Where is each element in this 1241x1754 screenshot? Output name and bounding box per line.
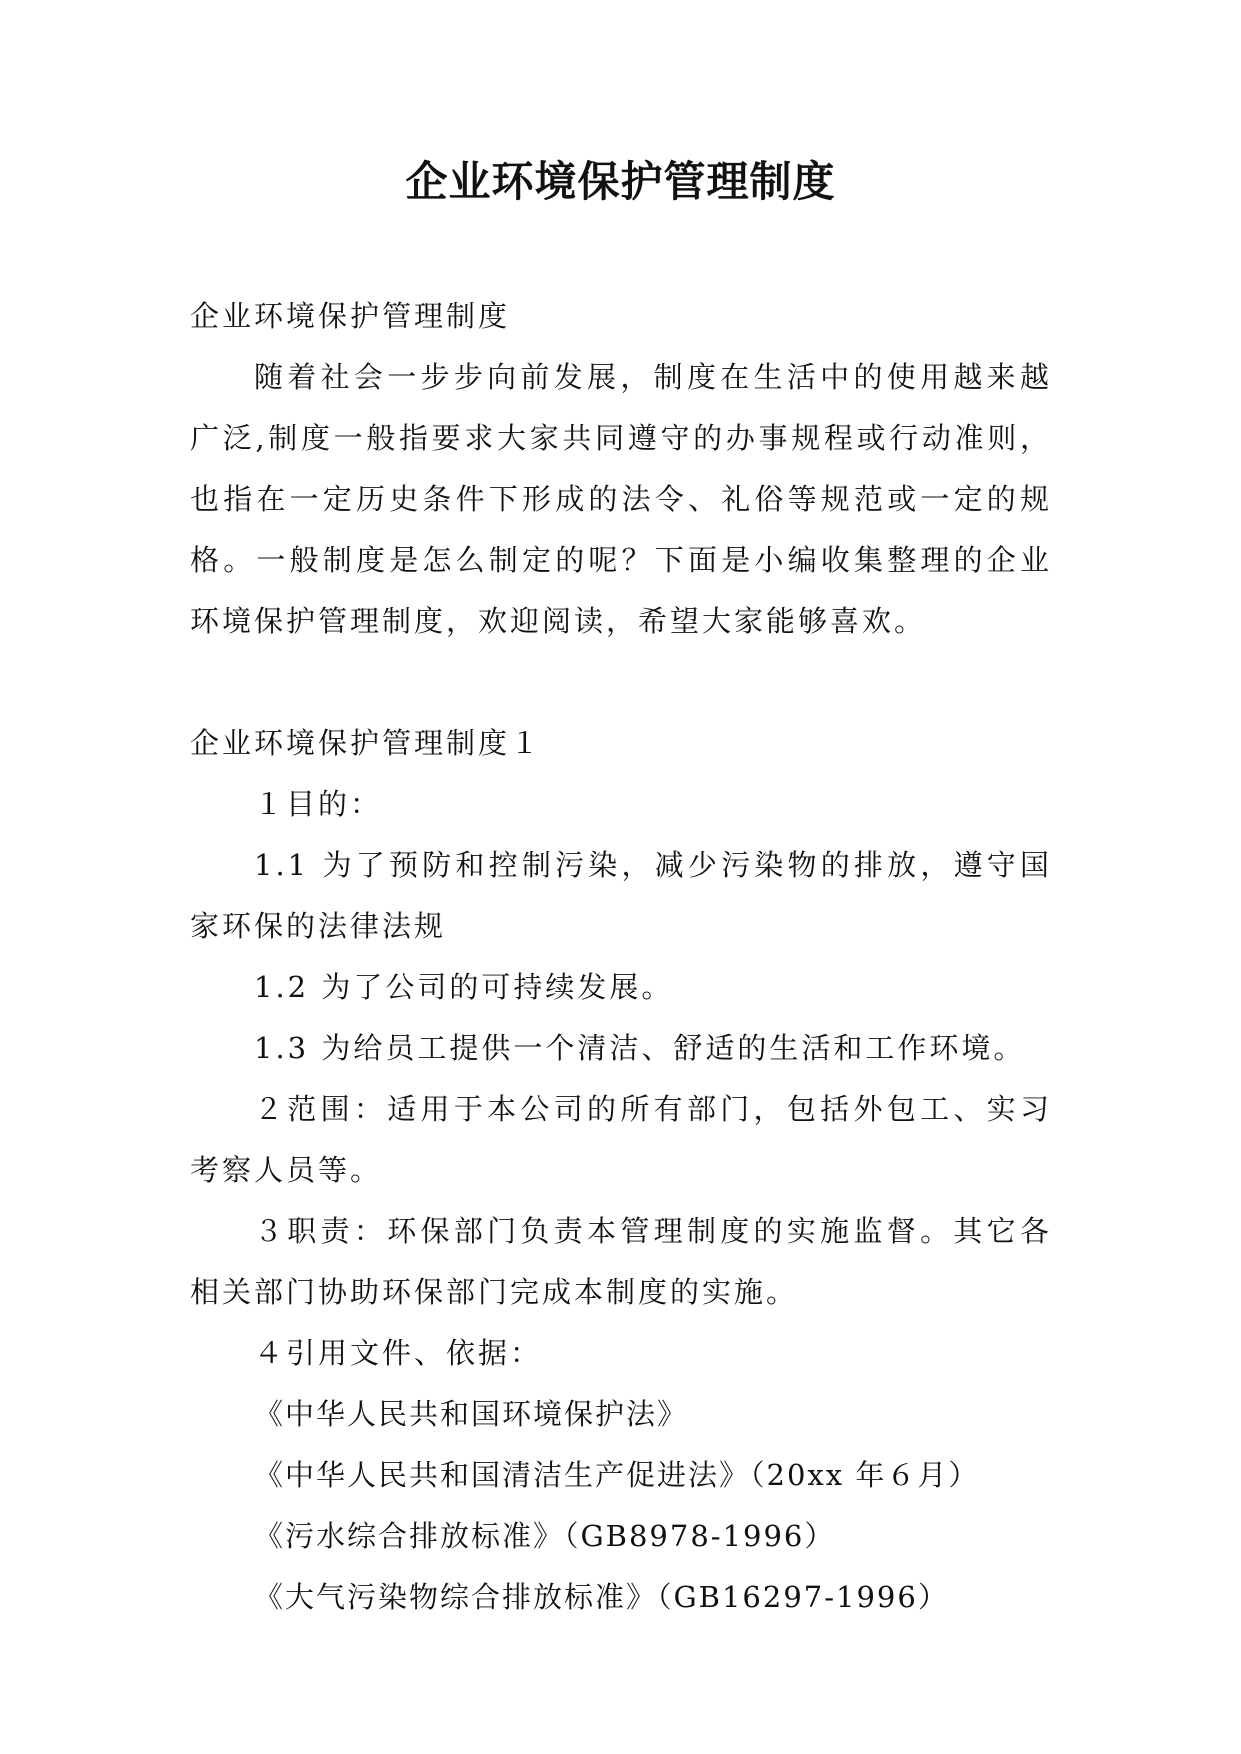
purpose-item-1-1: 1.1 为了预防和控制污染，减少污染物的排放，遵守国家环保的法律法规: [190, 848, 1052, 943]
document-body: [190, 286, 1052, 1628]
intro-heading: 企业环境保护管理制度: [190, 299, 511, 333]
document-title: 企业环境保护管理制度: [405, 157, 836, 206]
purpose-heading: １目的：: [254, 787, 383, 821]
reference-item: 《中华人民共和国环境保护法》: [254, 1397, 689, 1431]
section-heading: 企业环境保护管理制度１: [190, 726, 543, 760]
paragraph-gap: [190, 652, 1052, 713]
purpose-item-1-2: 1.2 为了公司的可持续发展。: [254, 970, 674, 1004]
responsibility-item: ３职责：环保部门负责本管理制度的实施监督。其它各相关部门协助环保部门完成本制度的实施。: [190, 1214, 1052, 1309]
references-heading: ４引用文件、依据：: [254, 1336, 543, 1370]
reference-item: 《中华人民共和国清洁生产促进法》（20xx 年６月）: [254, 1458, 980, 1492]
reference-item: 《污水综合排放标准》（GB8978-1996）: [254, 1519, 836, 1553]
scope-item: ２范围：适用于本公司的所有部门，包括外包工、实习考察人员等。: [190, 1092, 1052, 1187]
purpose-item-1-3: 1.3 为给员工提供一个清洁、舒适的生活和工作环境。: [254, 1031, 1026, 1065]
intro-paragraph: 随着社会一步步向前发展，制度在生活中的使用越来越广泛,制度一般指要求大家共同遵守的办事规程或行动准则，也指在一定历史条件下形成的法令、礼俗等规范或一定的规格。一般制度是怎么制定的呢？下面是小编收集整理的企业环境保护管理制度，欢迎阅读，希望大家能够喜欢。: [190, 360, 1052, 638]
reference-item: 《大气污染物综合排放标准》（GB16297-1996）: [254, 1580, 949, 1614]
